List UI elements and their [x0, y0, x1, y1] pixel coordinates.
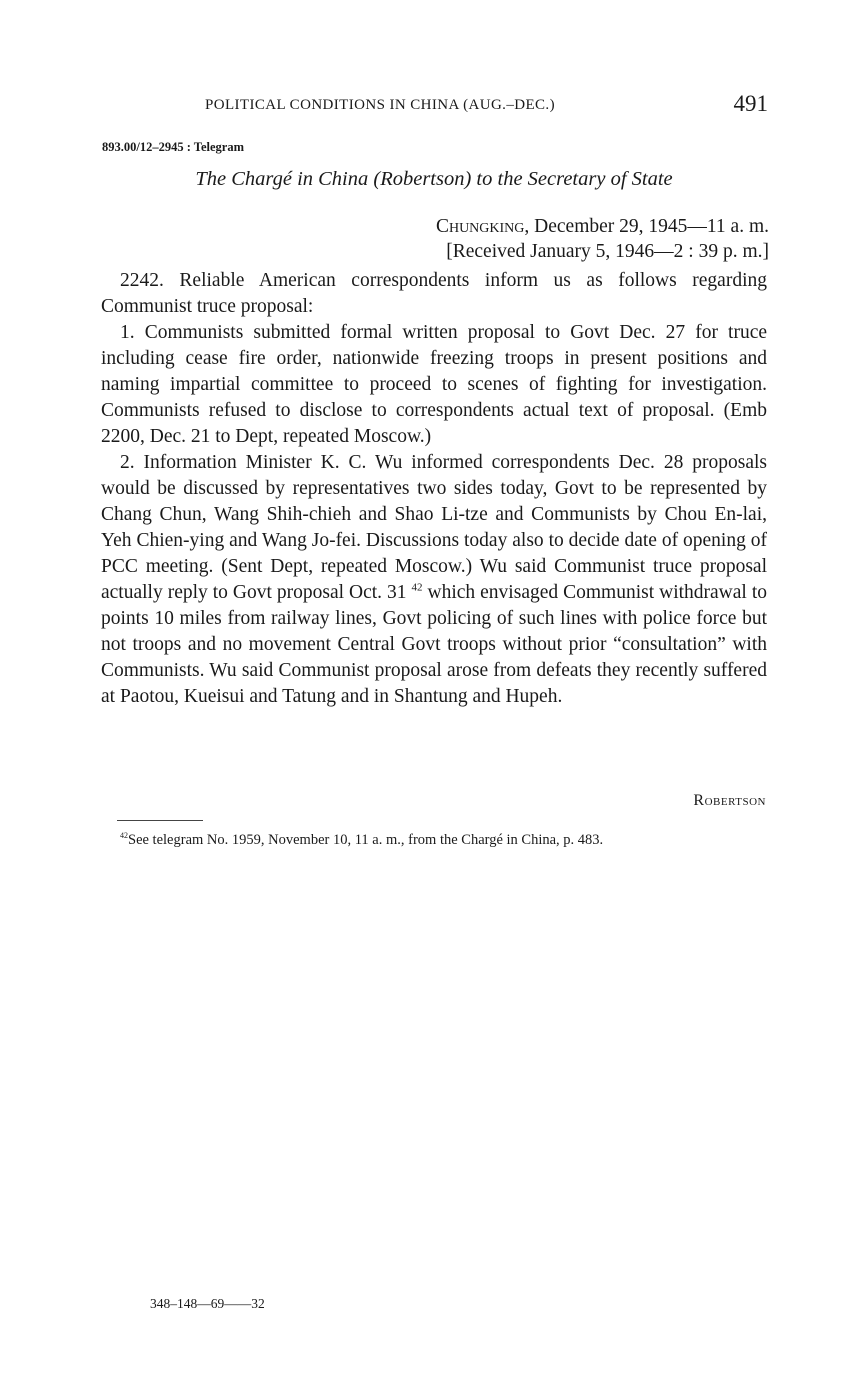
- received-line: [Received January 5, 1946—2 : 39 p. m.]: [446, 241, 769, 262]
- footnote-reference: 42: [411, 581, 423, 594]
- dateline-date: , December 29, 1945—11 a. m.: [524, 216, 769, 237]
- paragraph-2-text-a: 2. Information Minister K. C. Wu informed correspondents Dec. 28 proposals would be discussed by representatives two sides today, Govt to be represented by Chang Chun, Wang Shih-chieh and Shao Li-tze and Communists by Chou En-lai, Yeh Chien-ying and Wang Jo-fei. Discussions today also to decide date of opening of PCC meeting. (Sent Dept, repeated Moscow.) Wu said Communist truce proposal actually reply to Govt proposal Oct. 31: [101, 452, 767, 603]
- signature: Robertson: [693, 792, 766, 809]
- footnote-number: 42: [120, 831, 128, 841]
- document-heading: The Chargé in China (Robertson) to the Secretary of State: [195, 168, 673, 190]
- paragraph-2: [101, 450, 767, 710]
- intro-paragraph: 2242. Reliable American correspondents inform us as follows regarding Communist truce proposal:: [101, 270, 767, 317]
- footnote-divider: [117, 820, 203, 821]
- telegram-body: [101, 268, 767, 710]
- dateline: [436, 216, 769, 238]
- footnote-text: See telegram No. 1959, November 10, 11 a. m., from the Chargé in China, p. 483.: [128, 832, 604, 848]
- print-code: 348–148—69——32: [150, 1296, 265, 1311]
- paragraph-1: 1. Communists submitted formal written proposal to Govt Dec. 27 for truce including cease fire order, nationwide freezing troops in present positions and naming impartial committee to proceed to scenes of fighting for investigation. Communists refused to disclose to correspondents actual text of proposal. (Emb 2200, Dec. 21 to Dept, repeated Moscow.): [101, 322, 767, 447]
- dateline-place: Chungking: [435, 216, 525, 237]
- paragraph-2-text-b: which envisaged Communist withdrawal to points 10 miles from railway lines, Govt policing of such lines with police force but not troops and no movement Central Govt troops without prior “consultation” with Communists. Wu said Communist proposal arose from defeats they recently suffered at Paotou, Kueisui and Tatung and in Shantung and Hupeh.: [101, 582, 767, 707]
- running-title: POLITICAL CONDITIONS IN CHINA (AUG.–DEC.): [205, 97, 555, 113]
- file-reference: 893.00/12–2945 : Telegram: [102, 140, 245, 154]
- footnote: [101, 832, 767, 849]
- page-number: 491: [733, 91, 768, 116]
- running-head: [205, 93, 770, 123]
